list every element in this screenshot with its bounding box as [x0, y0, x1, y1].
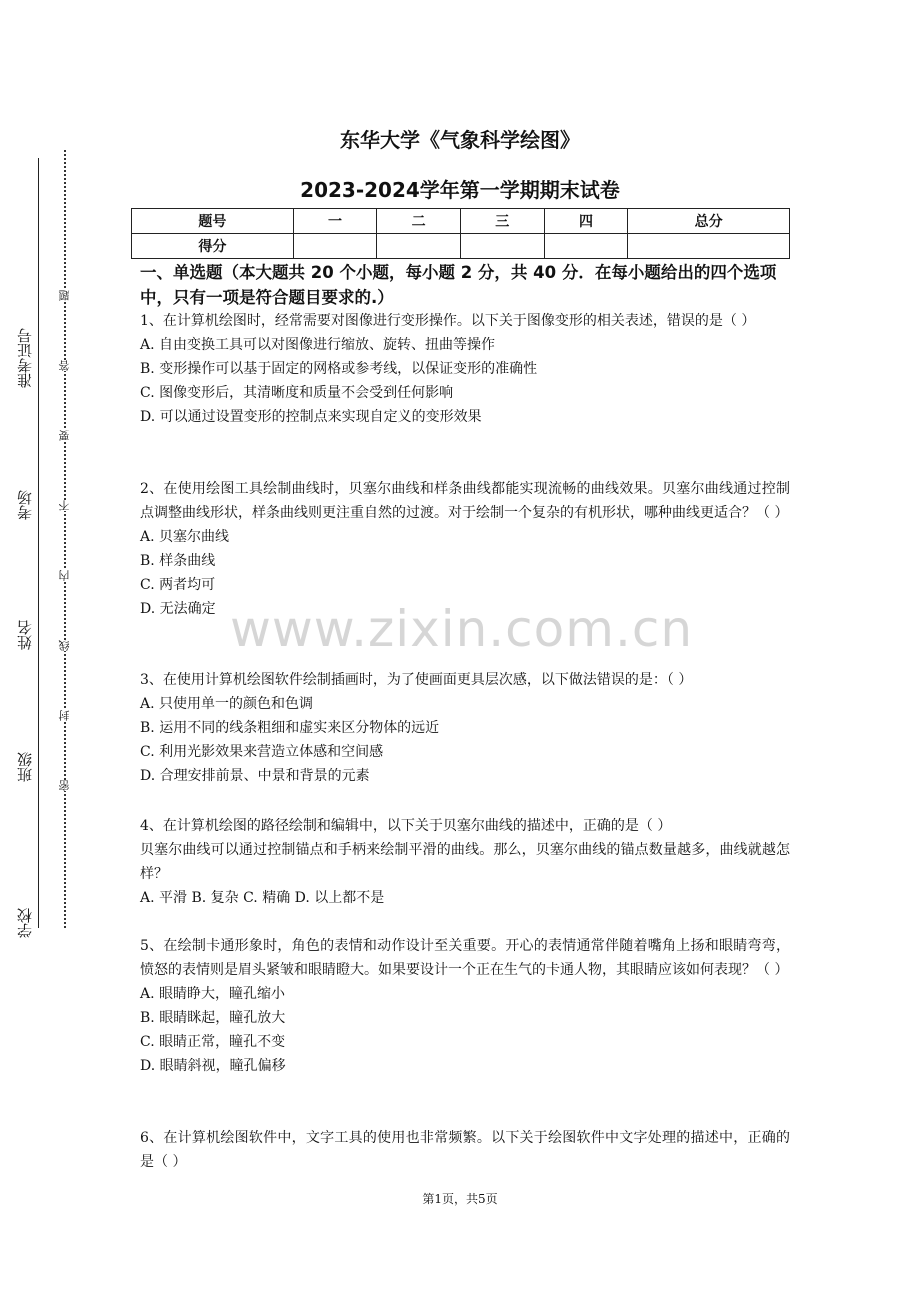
seal-char: 要 [58, 430, 71, 441]
score-table [131, 208, 790, 259]
question-extra: 贝塞尔曲线可以通过控制锚点和手柄来绘制平滑的曲线。那么，贝塞尔曲线的锚点数量越多，曲线就越怎样？ [140, 842, 790, 882]
section-heading: 一、单选题（本大题共 20 个小题，每小题 2 分，共 40 分．在每小题给出的四个选项中，只有一项是符合题目要求的.） [140, 263, 777, 307]
page-footer: 第1页，共5页 [422, 1192, 498, 1206]
score-cell [544, 234, 628, 259]
score-header-cell: 题号 [132, 209, 294, 234]
option: A. 眼睛睁大，瞳孔缩小 [140, 986, 286, 1002]
margin-label-class: 班级 [16, 752, 34, 782]
option: A. 只使用单一的颜色和色调 [140, 696, 314, 712]
seal-char: 线 [58, 640, 71, 651]
score-header-cell: 总分 [628, 209, 790, 234]
seal-char: 内 [58, 570, 71, 581]
question-6 [140, 1126, 790, 1174]
option: C. 图像变形后，其清晰度和质量不会受到任何影响 [140, 385, 454, 401]
option: D. 眼睛斜视，瞳孔偏移 [140, 1058, 286, 1074]
question-3 [140, 668, 790, 788]
score-cell [628, 234, 790, 259]
option: D. 无法确定 [140, 601, 216, 617]
option: A. 自由变换工具可以对图像进行缩放、旋转、扭曲等操作 [140, 337, 496, 353]
score-header-cell: 一 [293, 209, 377, 234]
option: B. 变形操作可以基于固定的网格或参考线，以保证变形的准确性 [140, 361, 538, 377]
option: A. 贝塞尔曲线 [140, 529, 230, 545]
score-header-cell: 二 [377, 209, 461, 234]
score-cell [377, 234, 461, 259]
score-row-label: 得分 [132, 234, 294, 259]
margin-label-exam-id: 准考证号 [16, 328, 34, 388]
margin-label-name: 姓名 [16, 620, 34, 650]
seal-char: 答 [58, 360, 71, 371]
score-cell [293, 234, 377, 259]
watermark: www.zixin.com.cn [230, 600, 694, 658]
score-cell [460, 234, 544, 259]
option: C. 两者均可 [140, 577, 216, 593]
option: B. 眼睛眯起，瞳孔放大 [140, 1010, 286, 1026]
seal-char: 题 [58, 290, 71, 301]
question-stem: 6、在计算机绘图软件中，文字工具的使用也非常频繁。以下关于绘图软件中文字处理的描述中，正确的是（ ） [140, 1130, 790, 1170]
option: C. 眼睛正常，瞳孔不变 [140, 1034, 286, 1050]
exam-title-line1: 东华大学《气象科学绘图》 [340, 128, 580, 152]
option: D. 可以通过设置变形的控制点来实现自定义的变形效果 [140, 409, 482, 425]
option: D. 合理安排前景、中景和背景的元素 [140, 768, 370, 784]
score-header-cell: 三 [460, 209, 544, 234]
question-stem: 4、在计算机绘图的路径绘制和编辑中，以下关于贝塞尔曲线的描述中，正确的是（ ） [140, 818, 672, 834]
seal-char: 封 [58, 710, 71, 721]
option: B. 样条曲线 [140, 553, 216, 569]
option: C. 利用光影效果来营造立体感和空间感 [140, 744, 384, 760]
question-5 [140, 934, 790, 1078]
seal-char: 不 [58, 500, 71, 511]
question-1 [140, 309, 790, 429]
margin-seal-line [64, 150, 66, 928]
question-4 [140, 814, 790, 910]
score-table-score-row [132, 234, 790, 259]
question-stem: 3、在使用计算机绘图软件绘制插画时，为了使画面更具层次感，以下做法错误的是：（ ） [140, 672, 693, 688]
question-stem: 1、在计算机绘图时，经常需要对图像进行变形操作。以下关于图像变形的相关表述，错误的是（ ） [140, 313, 756, 329]
option: B. 运用不同的线条粗细和虚实来区分物体的远近 [140, 720, 440, 736]
margin-fill-line [38, 158, 39, 928]
margin-label-exam-room: 考场 [16, 490, 34, 520]
question-stem: 5、在绘制卡通形象时，角色的表情和动作设计至关重要。开心的表情通常伴随着嘴角上扬和眼睛弯弯，愤怒的表情则是眉头紧皱和眼睛瞪大。如果要设计一个正在生气的卡通人物，其眼睛应该如何表现？（ ） [140, 938, 790, 978]
score-table-header-row [132, 209, 790, 234]
seal-char: 密 [58, 780, 71, 791]
question-stem: 2、在使用绘图工具绘制曲线时，贝塞尔曲线和样条曲线都能实现流畅的曲线效果。贝塞尔曲线通过控制点调整曲线形状，样条曲线则更注重自然的过渡。对于绘制一个复杂的有机形状，哪种曲线更适合？（ ） [140, 481, 790, 521]
exam-title-line2: 2023-2024学年第一学期期末试卷 [300, 178, 620, 202]
options-inline: A. 平滑 B. 复杂 C. 精确 D. 以上都不是 [140, 890, 385, 906]
margin-label-school: 学校 [16, 908, 34, 938]
score-header-cell: 四 [544, 209, 628, 234]
